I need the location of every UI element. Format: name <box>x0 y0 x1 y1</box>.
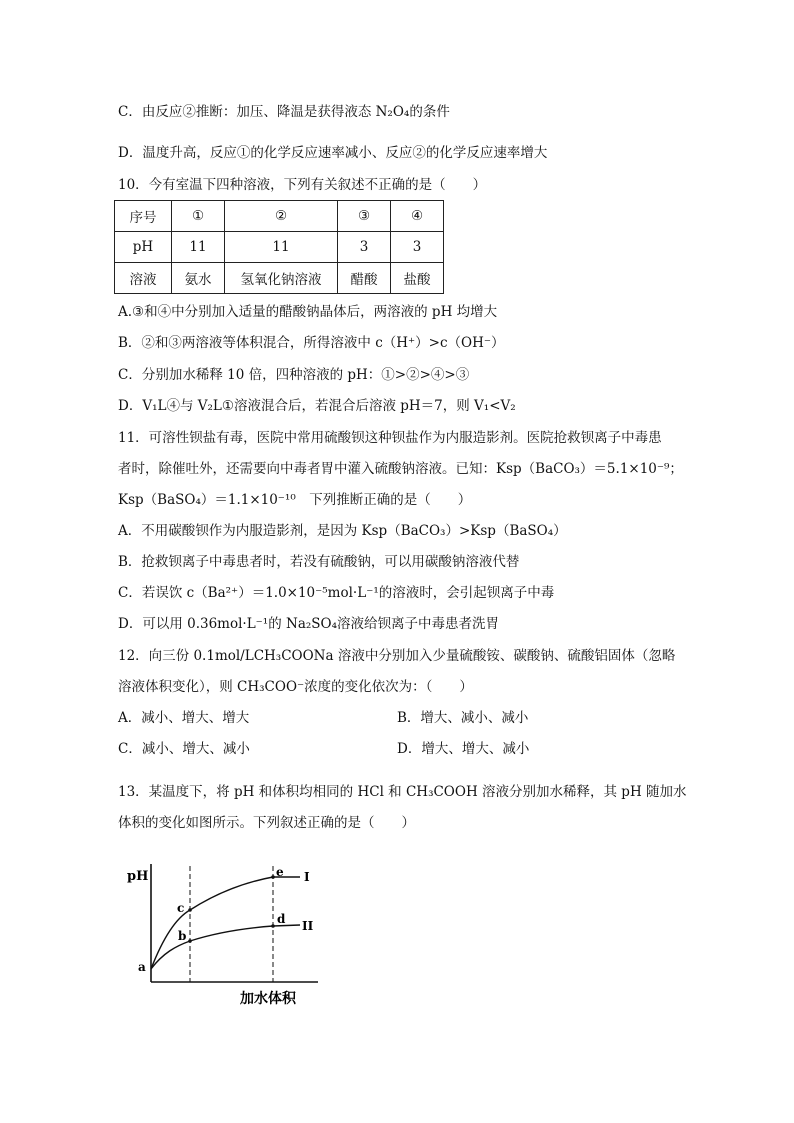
table-row <box>115 232 444 263</box>
point-b <box>188 939 192 943</box>
q11-stem-line3: Ksp（BaSO₄）＝1.1×10⁻¹⁰ 下列推断正确的是（ ） <box>118 492 472 508</box>
table-cell: 3 <box>391 232 444 263</box>
q10-option-d: D．V₁L④与 V₂L①溶液混合后，若混合后溶液 pH＝7，则 V₁<V₂ <box>118 398 516 414</box>
q10-option-a: A.③和④中分别加入适量的醋酸钠晶体后，两溶液的 pH 均增大 <box>118 304 498 320</box>
table-cell: ④ <box>391 201 444 232</box>
point-e <box>271 875 275 879</box>
q11-option-b: B．抢救钡离子中毒患者时，若没有硫酸钠，可以用碳酸钠溶液代替 <box>118 554 520 570</box>
point-a-label: a <box>138 960 146 974</box>
point-e-label: e <box>276 865 284 879</box>
q10-table <box>114 200 444 294</box>
row-label: 序号 <box>115 201 172 232</box>
point-c-label: c <box>177 901 185 915</box>
table-cell: 醋酸 <box>338 263 391 294</box>
table-cell: ① <box>172 201 225 232</box>
table-cell: ③ <box>338 201 391 232</box>
table-cell: 氢氧化钠溶液 <box>225 263 338 294</box>
table-row <box>115 263 444 294</box>
table-cell: 3 <box>338 232 391 263</box>
q12-option-c: C．减小、增大、减小 <box>118 741 250 757</box>
point-b-label: b <box>178 929 187 943</box>
q12-option-d: D．增大、增大、减小 <box>397 741 530 757</box>
q9-option-d: D．温度升高，反应①的化学反应速率减小、反应②的化学反应速率增大 <box>118 145 548 161</box>
point-d <box>271 924 275 928</box>
point-c <box>188 908 192 912</box>
q11-stem-line1: 11．可溶性钡盐有毒，医院中常用硫酸钡这种钡盐作为内服造影剂。医院抢救钡离子中毒患 <box>118 430 662 446</box>
point-d-label: d <box>277 912 286 926</box>
table-cell: ② <box>225 201 338 232</box>
table-row <box>115 201 444 232</box>
q9-option-c: C．由反应②推断：加压、降温是获得液态 N₂O₄的条件 <box>118 104 450 120</box>
q11-option-d: D．可以用 0.36mol·L⁻¹的 Na₂SO₄溶液给钡离子中毒患者洗胃 <box>118 616 500 632</box>
q12-option-b: B．增大、减小、减小 <box>397 710 529 726</box>
row-label: pH <box>115 232 172 263</box>
q12-stem-line2: 溶液体积变化），则 CH₃COO⁻浓度的变化依次为：（ ） <box>118 679 473 695</box>
q11-stem-line2: 者时，除催吐外，还需要向中毒者胃中灌入硫酸钠溶液。已知：Ksp（BaCO₃）＝5.1×10⁻⁹； <box>118 461 683 477</box>
table-cell: 11 <box>172 232 225 263</box>
q10-option-b: B．②和③两溶液等体积混合，所得溶液中 c（H⁺）>c（OH⁻） <box>118 335 505 351</box>
q11-option-c: C．若误饮 c（Ba²⁺）＝1.0×10⁻⁵mol·L⁻¹的溶液时，会引起钡离子中毒 <box>118 585 555 601</box>
table-cell: 11 <box>225 232 338 263</box>
x-axis-label: 加水体积 <box>240 991 296 1007</box>
curve-ii-label: II <box>302 919 314 933</box>
q10-option-c: C．分别加水稀释 10 倍，四种溶液的 pH：①>②>④>③ <box>118 367 470 383</box>
table-cell: 盐酸 <box>391 263 444 294</box>
q12-stem-line1: 12．向三份 0.1mol/LCH₃COONa 溶液中分别加入少量硫酸铵、碳酸钠、硫酸铝固体（忽略 <box>118 648 676 664</box>
table-cell: 氨水 <box>172 263 225 294</box>
q11-option-a: A．不用碳酸钡作为内服造影剂，是因为 Ksp（BaCO₃）>Ksp（BaSO₄） <box>118 523 567 539</box>
curve-i-label: I <box>304 870 310 884</box>
y-axis-label: pH <box>127 869 149 884</box>
q12-option-a: A．减小、增大、增大 <box>118 710 250 726</box>
row-label: 溶液 <box>115 263 172 294</box>
q13-stem-line1: 13．某温度下，将 pH 和体积均相同的 HCl 和 CH₃COOH 溶液分别加水稀释，其 pH 随加水 <box>118 784 687 800</box>
q13-stem-line2: 体积的变化如图所示。下列叙述正确的是（ ） <box>118 815 415 831</box>
q10-stem: 10．今有室温下四种溶液，下列有关叙述不正确的是（ ） <box>118 177 487 193</box>
curve-ii <box>151 925 300 969</box>
q13-figure <box>118 858 328 1008</box>
